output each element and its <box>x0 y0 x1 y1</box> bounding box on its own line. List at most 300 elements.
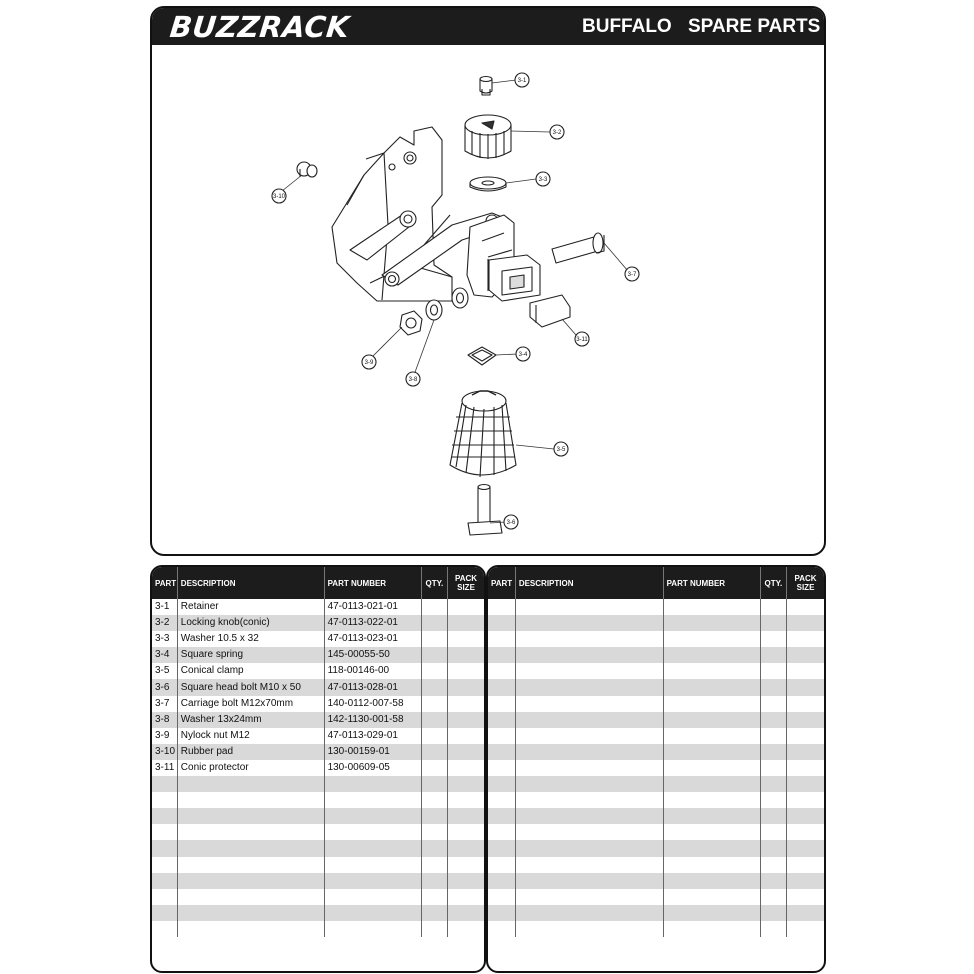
pack-size-cell <box>448 889 484 905</box>
description-cell <box>515 792 663 808</box>
part-cell: 3-5 <box>152 663 177 679</box>
pack-size-cell <box>787 857 824 873</box>
part-number-cell <box>663 663 760 679</box>
qty-cell <box>760 889 786 905</box>
locking-knob-part <box>465 115 511 159</box>
part-number-cell <box>663 744 760 760</box>
table-row <box>152 921 484 937</box>
pack-size-cell <box>787 889 824 905</box>
description-cell: Conic protector <box>177 760 324 776</box>
part-cell: 3-7 <box>152 696 177 712</box>
part-number-cell <box>663 873 760 889</box>
part-cell <box>152 921 177 937</box>
part-number-cell: 130-00609-05 <box>324 760 421 776</box>
part-cell <box>488 873 515 889</box>
pack-size-cell <box>787 663 824 679</box>
part-cell <box>152 840 177 856</box>
svg-text:3-5: 3-5 <box>556 447 566 453</box>
callout-3-5 <box>554 442 568 456</box>
pack-size-cell <box>448 840 484 856</box>
part-cell <box>488 615 515 631</box>
part-number-cell <box>663 760 760 776</box>
qty-cell <box>421 840 447 856</box>
col-part-number-header: PART NUMBER <box>324 567 421 599</box>
col-qty-header: QTY. <box>760 567 786 599</box>
parts-table-body <box>488 599 824 937</box>
part-number-cell <box>663 905 760 921</box>
svg-text:3-2: 3-2 <box>552 130 562 136</box>
pack-size-cell <box>787 792 824 808</box>
part-number-cell <box>324 905 421 921</box>
part-number-cell <box>663 615 760 631</box>
table-row <box>152 631 484 647</box>
col-part-header: PART <box>488 567 515 599</box>
table-row <box>152 615 484 631</box>
col-part-number-header: PART NUMBER <box>663 567 760 599</box>
col-part-header: PART <box>152 567 177 599</box>
qty-cell <box>421 631 447 647</box>
pack-size-cell <box>787 824 824 840</box>
retainer-part <box>480 77 492 96</box>
pack-size-cell <box>787 599 824 615</box>
qty-cell <box>760 744 786 760</box>
pack-size-cell <box>448 615 484 631</box>
table-row <box>152 679 484 695</box>
part-number-cell: 47-0113-029-01 <box>324 728 421 744</box>
part-cell <box>488 905 515 921</box>
description-cell <box>515 599 663 615</box>
table-row <box>152 840 484 856</box>
part-cell: 3-3 <box>152 631 177 647</box>
part-cell <box>488 679 515 695</box>
qty-cell <box>760 696 786 712</box>
table-row <box>152 647 484 663</box>
qty-cell <box>421 808 447 824</box>
part-number-cell: 145-00055-50 <box>324 647 421 663</box>
table-row <box>488 792 824 808</box>
part-number-cell <box>663 728 760 744</box>
description-cell <box>515 921 663 937</box>
col-description-header: DESCRIPTION <box>515 567 663 599</box>
clamp-housing <box>467 215 540 301</box>
table-row <box>152 696 484 712</box>
pack-size-cell <box>448 696 484 712</box>
part-cell <box>152 905 177 921</box>
qty-cell <box>421 615 447 631</box>
description-cell: Washer 13x24mm <box>177 712 324 728</box>
table-row <box>488 873 824 889</box>
part-number-cell: 47-0113-023-01 <box>324 631 421 647</box>
description-cell <box>177 889 324 905</box>
part-cell <box>488 857 515 873</box>
description-cell <box>515 889 663 905</box>
qty-cell <box>421 599 447 615</box>
part-number-cell <box>663 808 760 824</box>
pack-size-cell <box>787 905 824 921</box>
table-row <box>488 696 824 712</box>
pack-size-cell <box>787 615 824 631</box>
pack-size-cell <box>448 663 484 679</box>
pack-size-cell <box>448 631 484 647</box>
table-row <box>152 873 484 889</box>
square-head-bolt-part <box>468 485 502 536</box>
pack-size-cell <box>448 776 484 792</box>
qty-cell <box>421 792 447 808</box>
rubber-pad-part <box>297 162 317 177</box>
table-row <box>488 857 824 873</box>
brand-logo: BUZZRACK <box>168 10 352 44</box>
table-row <box>488 760 824 776</box>
description-cell <box>515 776 663 792</box>
svg-text:3-4: 3-4 <box>518 352 528 358</box>
svg-text:3-11: 3-11 <box>576 337 588 343</box>
description-cell <box>515 615 663 631</box>
qty-cell <box>760 728 786 744</box>
table-row <box>488 905 824 921</box>
callout-3-3 <box>536 172 550 186</box>
col-qty-header: QTY. <box>421 567 447 599</box>
svg-text:3-1: 3-1 <box>517 78 527 84</box>
description-cell <box>515 728 663 744</box>
description-cell <box>177 776 324 792</box>
table-row <box>488 615 824 631</box>
callout-3-1 <box>515 73 529 87</box>
table-row <box>488 889 824 905</box>
part-number-cell: 47-0113-028-01 <box>324 679 421 695</box>
parts-table-left <box>150 565 486 973</box>
qty-cell <box>421 744 447 760</box>
part-number-cell <box>663 696 760 712</box>
part-cell <box>488 792 515 808</box>
nylock-nut-part <box>400 311 422 335</box>
qty-cell <box>760 679 786 695</box>
description-cell <box>515 744 663 760</box>
part-number-cell <box>663 679 760 695</box>
part-cell <box>488 760 515 776</box>
part-cell <box>488 696 515 712</box>
table-row <box>152 663 484 679</box>
qty-cell <box>760 824 786 840</box>
part-cell <box>488 728 515 744</box>
qty-cell <box>760 712 786 728</box>
qty-cell <box>421 776 447 792</box>
part-number-cell <box>324 824 421 840</box>
part-number-cell: 130-00159-01 <box>324 744 421 760</box>
pack-size-cell <box>787 679 824 695</box>
part-cell: 3-6 <box>152 679 177 695</box>
part-cell: 3-2 <box>152 615 177 631</box>
part-cell <box>152 857 177 873</box>
part-cell: 3-10 <box>152 744 177 760</box>
part-cell <box>152 873 177 889</box>
table-row <box>152 889 484 905</box>
description-cell: Conical clamp <box>177 663 324 679</box>
part-number-cell: 142-1130-001-58 <box>324 712 421 728</box>
callout-3-6 <box>504 515 518 529</box>
table-row <box>488 679 824 695</box>
qty-cell <box>760 857 786 873</box>
table-row <box>152 905 484 921</box>
part-cell <box>152 808 177 824</box>
description-cell <box>515 840 663 856</box>
square-spring-part <box>468 347 496 365</box>
parts-table-right <box>486 565 826 973</box>
qty-cell <box>421 712 447 728</box>
part-cell <box>488 840 515 856</box>
table-row <box>152 760 484 776</box>
description-cell <box>515 873 663 889</box>
qty-cell <box>421 857 447 873</box>
description-cell: Washer 10.5 x 32 <box>177 631 324 647</box>
qty-cell <box>760 647 786 663</box>
qty-cell <box>760 663 786 679</box>
description-cell <box>177 905 324 921</box>
pack-size-cell <box>448 760 484 776</box>
part-number-cell: 140-0112-007-58 <box>324 696 421 712</box>
description-cell: Carriage bolt M12x70mm <box>177 696 324 712</box>
description-cell <box>515 631 663 647</box>
parts-table <box>152 567 484 937</box>
pack-size-cell <box>787 647 824 663</box>
description-cell <box>177 921 324 937</box>
col-pack-size-header: PACK SIZE <box>448 567 484 599</box>
description-cell <box>515 824 663 840</box>
description-cell <box>515 696 663 712</box>
table-row <box>488 712 824 728</box>
table-row <box>152 824 484 840</box>
description-cell <box>515 647 663 663</box>
description-cell <box>515 663 663 679</box>
qty-cell <box>421 889 447 905</box>
description-cell <box>515 808 663 824</box>
part-number-cell <box>324 857 421 873</box>
qty-cell <box>421 760 447 776</box>
model-name: BUFFALO <box>582 16 672 37</box>
part-number-cell <box>663 792 760 808</box>
pack-size-cell <box>448 712 484 728</box>
qty-cell <box>760 840 786 856</box>
svg-text:3-10: 3-10 <box>272 194 286 200</box>
table-row <box>152 728 484 744</box>
pack-size-cell <box>448 873 484 889</box>
table-row <box>488 728 824 744</box>
qty-cell <box>760 631 786 647</box>
table-row <box>488 631 824 647</box>
pack-size-cell <box>787 712 824 728</box>
part-cell <box>152 776 177 792</box>
callout-3-4 <box>516 347 530 361</box>
pack-size-cell <box>448 857 484 873</box>
part-number-cell <box>663 889 760 905</box>
qty-cell <box>760 921 786 937</box>
table-header-row <box>152 567 484 599</box>
exploded-parts-diagram <box>152 45 824 550</box>
part-cell: 3-1 <box>152 599 177 615</box>
svg-text:3-6: 3-6 <box>506 520 516 526</box>
part-cell <box>152 824 177 840</box>
part-number-cell <box>663 824 760 840</box>
part-cell <box>488 663 515 679</box>
pack-size-cell <box>448 744 484 760</box>
qty-cell <box>760 792 786 808</box>
callout-3-9 <box>362 355 376 369</box>
description-cell <box>177 873 324 889</box>
description-cell <box>177 857 324 873</box>
qty-cell <box>421 728 447 744</box>
carriage-bolt-part <box>552 233 604 263</box>
header-bar <box>152 8 824 45</box>
description-cell <box>177 808 324 824</box>
part-cell <box>152 889 177 905</box>
callout-3-7 <box>625 267 639 281</box>
part-cell <box>488 599 515 615</box>
part-number-cell: 118-00146-00 <box>324 663 421 679</box>
part-number-cell <box>663 599 760 615</box>
table-row <box>488 744 824 760</box>
part-number-cell <box>324 889 421 905</box>
part-cell <box>488 889 515 905</box>
description-cell: Locking knob(conic) <box>177 615 324 631</box>
pack-size-cell <box>448 728 484 744</box>
part-cell <box>488 647 515 663</box>
part-number-cell <box>663 631 760 647</box>
col-pack-size-header: PACK SIZE <box>787 567 824 599</box>
pack-size-cell <box>448 905 484 921</box>
parts-table-body <box>152 599 484 937</box>
diagram-panel <box>150 6 826 556</box>
pack-size-cell <box>787 873 824 889</box>
pack-size-cell <box>787 631 824 647</box>
pack-size-cell <box>448 921 484 937</box>
part-cell <box>488 824 515 840</box>
table-row <box>488 599 824 615</box>
page-title: SPARE PARTS <box>688 16 821 37</box>
washer-part <box>470 177 506 191</box>
part-number-cell: 47-0113-021-01 <box>324 599 421 615</box>
description-cell: Retainer <box>177 599 324 615</box>
qty-cell <box>421 647 447 663</box>
qty-cell <box>760 599 786 615</box>
part-number-cell <box>663 921 760 937</box>
pack-size-cell <box>787 776 824 792</box>
description-cell <box>515 857 663 873</box>
description-cell <box>515 712 663 728</box>
part-number-cell <box>324 792 421 808</box>
svg-text:3-7: 3-7 <box>627 272 637 278</box>
table-row <box>488 647 824 663</box>
pack-size-cell <box>448 647 484 663</box>
description-cell: Square head bolt M10 x 50 <box>177 679 324 695</box>
part-number-cell <box>324 808 421 824</box>
parts-table-blank <box>488 567 824 937</box>
description-cell <box>515 905 663 921</box>
table-row <box>488 776 824 792</box>
qty-cell <box>760 760 786 776</box>
description-cell: Nylock nut M12 <box>177 728 324 744</box>
pack-size-cell <box>787 840 824 856</box>
pack-size-cell <box>448 808 484 824</box>
description-cell <box>515 679 663 695</box>
description-cell <box>177 840 324 856</box>
qty-cell <box>760 776 786 792</box>
pack-size-cell <box>787 808 824 824</box>
part-cell: 3-11 <box>152 760 177 776</box>
table-row <box>488 921 824 937</box>
table-row <box>152 744 484 760</box>
part-number-cell <box>663 857 760 873</box>
qty-cell <box>421 679 447 695</box>
part-cell <box>488 744 515 760</box>
part-cell <box>488 631 515 647</box>
description-cell <box>515 760 663 776</box>
part-number-cell <box>324 840 421 856</box>
description-cell <box>177 792 324 808</box>
part-number-cell <box>663 776 760 792</box>
qty-cell <box>421 824 447 840</box>
description-cell: Square spring <box>177 647 324 663</box>
part-number-cell <box>663 712 760 728</box>
svg-text:3-9: 3-9 <box>364 360 374 366</box>
callout-3-10 <box>272 189 286 203</box>
table-row <box>152 776 484 792</box>
pack-size-cell <box>448 792 484 808</box>
part-cell <box>488 921 515 937</box>
qty-cell <box>421 905 447 921</box>
part-cell: 3-8 <box>152 712 177 728</box>
table-row <box>488 808 824 824</box>
col-description-header: DESCRIPTION <box>177 567 324 599</box>
table-row <box>152 792 484 808</box>
table-row <box>152 808 484 824</box>
part-number-cell <box>324 921 421 937</box>
pack-size-cell <box>787 760 824 776</box>
pack-size-cell <box>787 744 824 760</box>
description-cell <box>177 824 324 840</box>
qty-cell <box>760 873 786 889</box>
qty-cell <box>421 696 447 712</box>
conic-protector-part <box>530 295 570 327</box>
qty-cell <box>421 873 447 889</box>
conical-clamp-part <box>450 391 516 477</box>
qty-cell <box>760 905 786 921</box>
callout-3-11 <box>575 332 589 346</box>
table-row <box>152 857 484 873</box>
part-number-cell <box>663 840 760 856</box>
pack-size-cell <box>448 599 484 615</box>
qty-cell <box>421 921 447 937</box>
pack-size-cell <box>448 824 484 840</box>
pack-size-cell <box>787 728 824 744</box>
svg-text:3-8: 3-8 <box>408 377 418 383</box>
part-cell <box>488 808 515 824</box>
callout-3-8 <box>406 372 420 386</box>
table-row <box>152 712 484 728</box>
description-cell: Rubber pad <box>177 744 324 760</box>
qty-cell <box>760 808 786 824</box>
svg-text:3-3: 3-3 <box>538 177 548 183</box>
part-number-cell <box>663 647 760 663</box>
part-cell <box>488 776 515 792</box>
pack-size-cell <box>787 921 824 937</box>
part-cell <box>152 792 177 808</box>
table-header-row <box>488 567 824 599</box>
part-number-cell <box>324 776 421 792</box>
part-cell: 3-9 <box>152 728 177 744</box>
callout-3-2 <box>550 125 564 139</box>
part-number-cell <box>324 873 421 889</box>
part-number-cell: 47-0113-022-01 <box>324 615 421 631</box>
table-row <box>152 599 484 615</box>
